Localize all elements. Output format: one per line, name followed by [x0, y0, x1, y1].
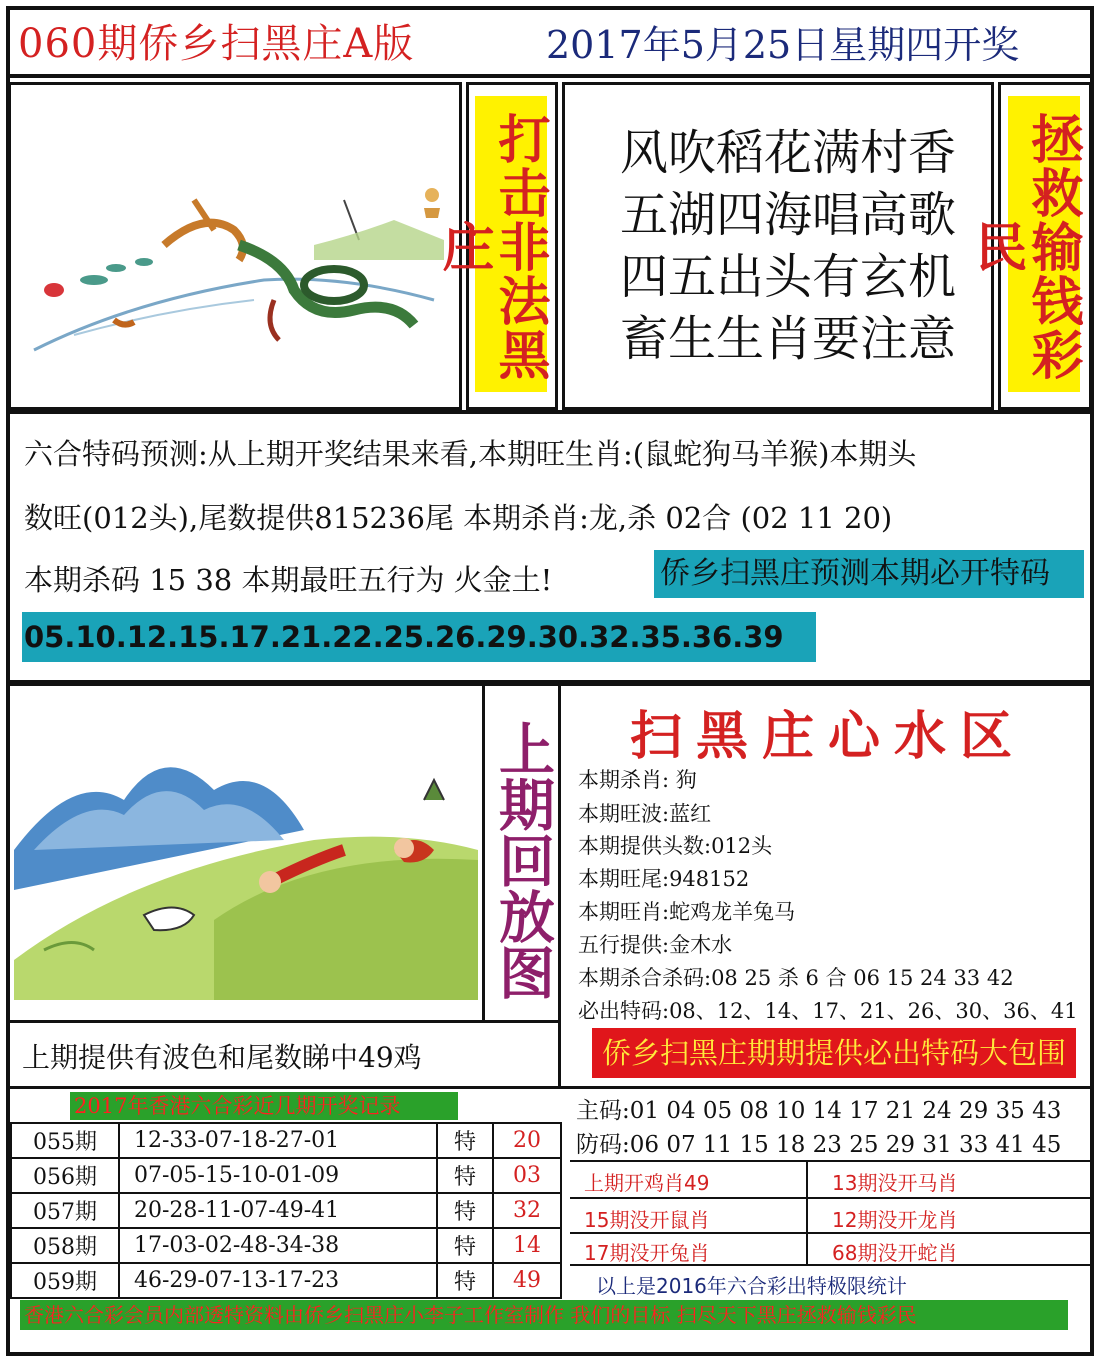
left-slogan: 打击非法黑庄 [475, 96, 547, 392]
prediction-line-1: 六合特码预测:从上期开奖结果来看,本期旺生肖:(鼠蛇狗马羊猴)本期头 [24, 437, 917, 471]
section-title: 扫黑庄心水区 [630, 707, 1027, 767]
divider [6, 680, 1094, 686]
info-five-elements: 五行提供:金木水 [578, 933, 733, 957]
prediction-line-3: 本期杀码 15 38 本期最旺五行为 火金土! [24, 563, 553, 597]
draw-records-table [10, 1122, 562, 1299]
frog-snake-illustration [14, 150, 454, 370]
records-banner: 2017年香港六合彩近几期开奖记录 [70, 1092, 458, 1120]
info-head-number: 本期提供头数:012头 [578, 834, 773, 858]
special-label: 特 [437, 1263, 493, 1298]
stat-left: 15期没开鼠肖 [584, 1208, 710, 1232]
table-row [11, 1123, 561, 1158]
special-number: 14 [493, 1228, 561, 1263]
divider [6, 410, 1094, 414]
poem-line: 四五出头有玄机 [620, 249, 957, 305]
stat-right: 68期没开蛇肖 [832, 1241, 958, 1265]
divider [570, 1197, 1090, 1199]
divider [806, 1160, 808, 1266]
special-number: 32 [493, 1193, 561, 1228]
info-kill-zodiac: 本期杀肖: 狗 [578, 768, 697, 792]
draw-numbers: 07-05-15-10-01-09 [119, 1158, 437, 1193]
info-kill-codes: 本期杀合杀码:08 25 杀 6 合 06 15 24 33 42 [578, 966, 1014, 990]
footer-banner: 香港六合彩会员内部透特资料由侨乡扫黑庄小李子工作室制作 我们的目标 扫尽天下黑庄拯救输钱彩民 [20, 1300, 1068, 1330]
must-open-label: 侨乡扫黑庄预测本期必开特码 [654, 550, 1084, 598]
info-must-codes: 必出特码:08、12、14、17、21、26、30、36、41 [578, 999, 1078, 1023]
big-coverage-banner: 侨乡扫黑庄期期提供必出特码大包围 [592, 1028, 1076, 1078]
poem [620, 122, 956, 370]
draw-numbers: 20-28-11-07-49-41 [119, 1193, 437, 1228]
divider [6, 1020, 558, 1023]
special-label: 特 [437, 1123, 493, 1158]
period: 059期 [11, 1263, 119, 1298]
info-hot-wave: 本期旺波:蓝红 [578, 802, 712, 826]
divider [482, 686, 485, 1022]
info-hot-tail: 本期旺尾:948152 [578, 867, 750, 891]
stat-left: 上期开鸡肖49 [584, 1171, 710, 1195]
draw-numbers: 12-33-07-18-27-01 [119, 1123, 437, 1158]
poem-line: 五湖四海唱高歌 [620, 187, 957, 243]
defense-codes: 防码:06 07 11 15 18 23 25 29 31 33 41 45 [576, 1132, 1062, 1158]
special-label: 特 [437, 1228, 493, 1263]
draw-date: 2017年5月25日星期四开奖 [546, 23, 1020, 67]
stat-note: 以上是2016年六合彩出特极限统计 [596, 1274, 907, 1298]
divider [570, 1160, 1090, 1162]
stat-right: 12期没开龙肖 [832, 1208, 958, 1232]
poem-line: 畜生生肖要注意 [620, 311, 957, 367]
table-row [11, 1263, 561, 1298]
special-label: 特 [437, 1193, 493, 1228]
prediction-line-2: 数旺(012头),尾数提供815236尾 本期杀肖:龙,杀 02合 (02 11 20) [24, 501, 893, 535]
info-hot-zodiac: 本期旺肖:蛇鸡龙羊兔马 [578, 900, 796, 924]
table-row [11, 1193, 561, 1228]
divider [6, 1086, 1094, 1089]
table-row [11, 1228, 561, 1263]
draw-numbers: 46-29-07-13-17-23 [119, 1263, 437, 1298]
period: 057期 [11, 1193, 119, 1228]
divider [558, 686, 561, 1088]
special-number: 49 [493, 1263, 561, 1298]
stat-left: 17期没开兔肖 [584, 1241, 710, 1265]
issue-title: 060期侨乡扫黑庄A版 [18, 21, 415, 67]
must-open-numbers: 05.10.12.15.17.21.22.25.26.29.30.32.35.36.39 [22, 612, 816, 662]
draw-numbers: 17-03-02-48-34-38 [119, 1228, 437, 1263]
special-label: 特 [437, 1158, 493, 1193]
right-slogan: 拯救输钱彩民 [1008, 96, 1080, 392]
special-number: 03 [493, 1158, 561, 1193]
mountain-runner-illustration [14, 700, 478, 1000]
last-hit-note: 上期提供有波色和尾数睇中49鸡 [22, 1041, 422, 1074]
period: 056期 [11, 1158, 119, 1193]
period: 055期 [11, 1123, 119, 1158]
special-number: 20 [493, 1123, 561, 1158]
stat-right: 13期没开马肖 [832, 1171, 958, 1195]
last-replay-label: 上期回放图 [490, 720, 556, 1000]
period: 058期 [11, 1228, 119, 1263]
table-row [11, 1158, 561, 1193]
main-codes: 主码:01 04 05 08 10 14 17 21 24 29 35 43 [576, 1098, 1062, 1124]
poem-line: 风吹稻花满村香 [620, 125, 957, 181]
